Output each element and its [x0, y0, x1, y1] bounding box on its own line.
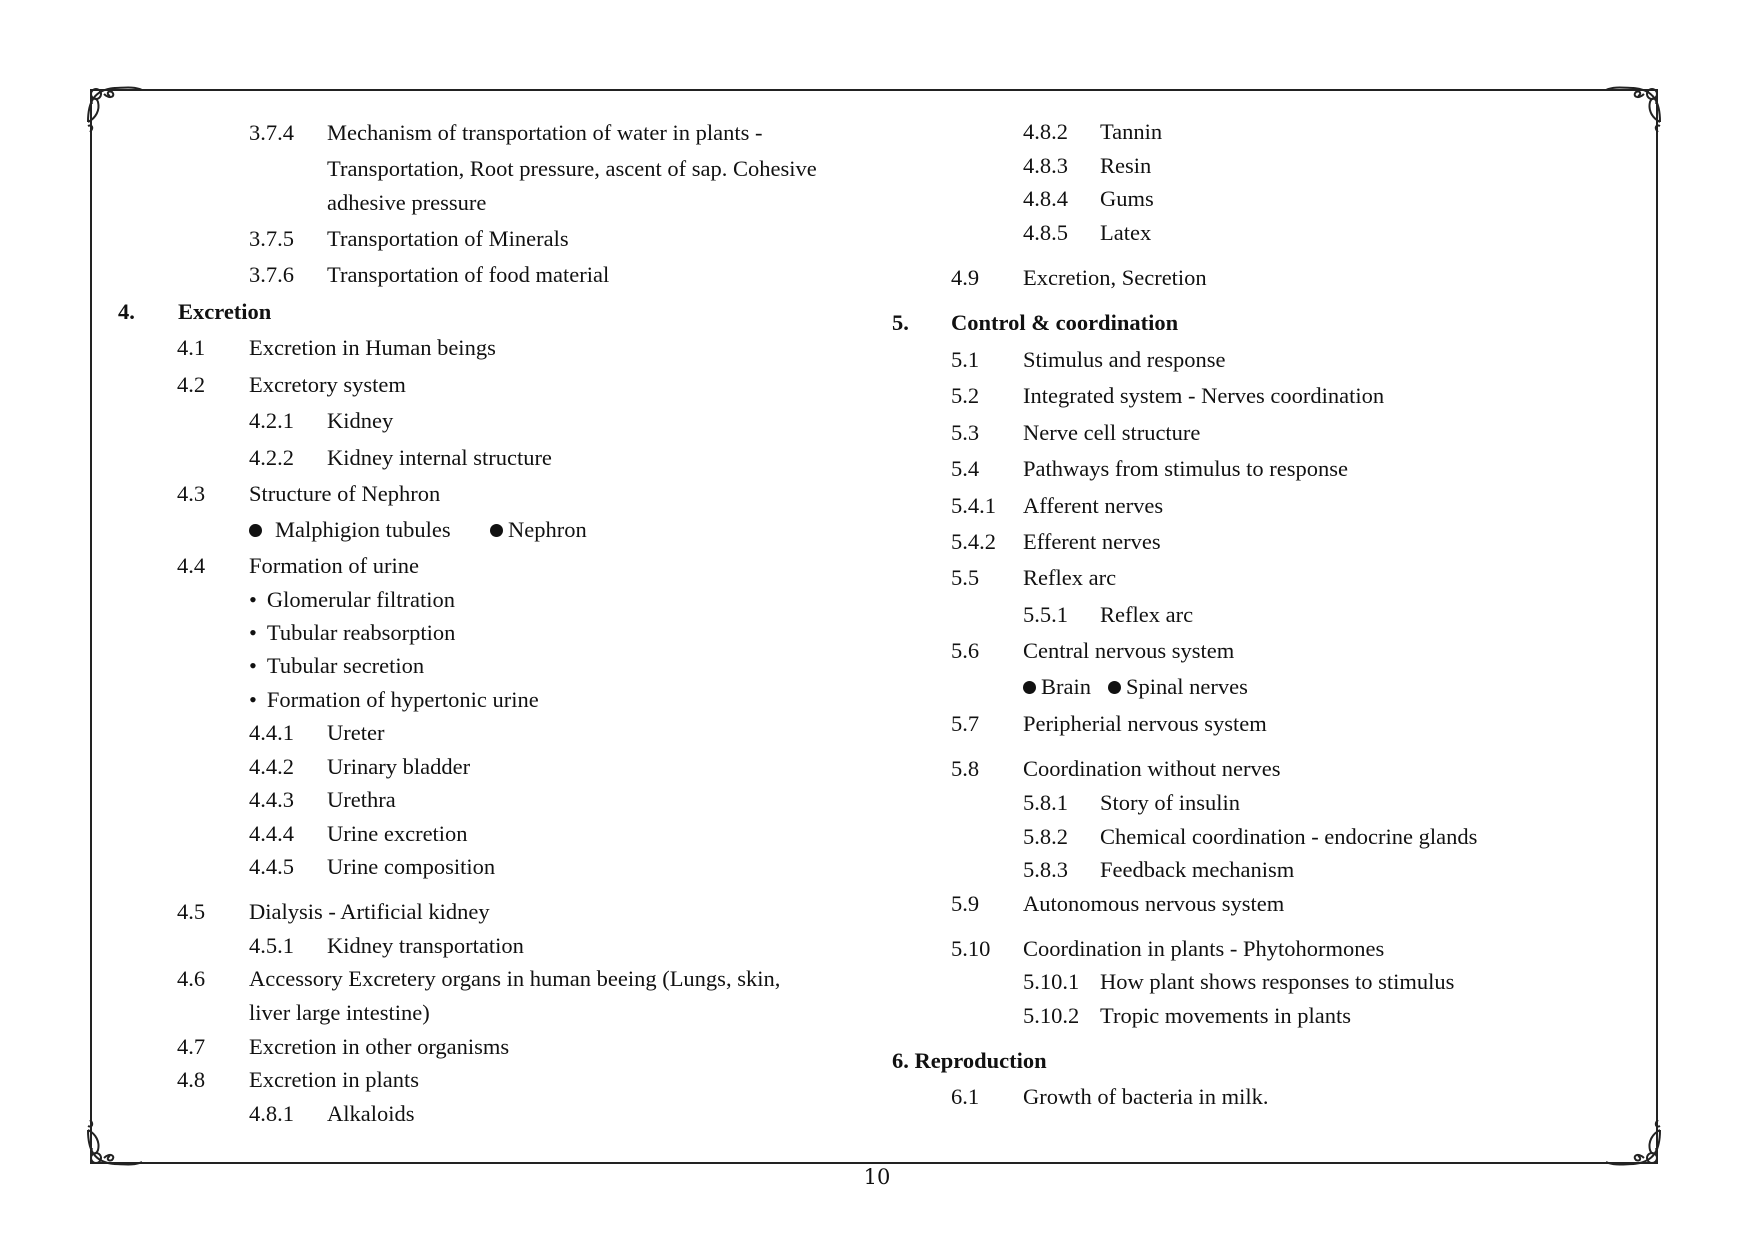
section-number: 4.8 [177, 1067, 206, 1092]
section-number: 5.4 [951, 456, 980, 481]
bullet-dot-icon [1108, 681, 1121, 694]
section-number: 5.8.3 [1023, 857, 1068, 882]
section-title: Excretion in plants [249, 1067, 419, 1092]
section-title: Peripherial nervous system [1023, 711, 1267, 736]
section-number: 4.8.1 [249, 1101, 294, 1126]
bullet-icon: • [249, 587, 257, 612]
section-number: 4.4.2 [249, 754, 294, 779]
section-title: Integrated system - Nerves coordination [1023, 383, 1385, 408]
section-title: Urinary bladder [327, 754, 471, 779]
section-title: Excretion in Human beings [249, 335, 496, 360]
corner-ornament-bottom-right [1604, 1110, 1664, 1170]
chapter-number: 5. [892, 310, 909, 335]
section-title-continued: adhesive pressure [327, 190, 487, 215]
section-number: 4.4.1 [249, 720, 294, 745]
section-title: Transportation of food material [327, 262, 610, 287]
bullet-item: Nephron [490, 519, 587, 542]
chapter-title: Excretion [178, 299, 272, 324]
section-title: Tannin [1100, 119, 1163, 144]
section-title: Accessory Excretery organs in human beeing (Lungs, skin, [249, 966, 781, 991]
bullet-icon: • [249, 687, 257, 712]
section-number: 4.4.3 [249, 787, 294, 812]
bullet-item: Brain [1023, 676, 1091, 699]
section-title: Coordination without nerves [1023, 756, 1281, 781]
chapter-title: 6. Reproduction [892, 1048, 1047, 1073]
section-number: 5.10 [951, 936, 991, 961]
section-title: Kidney transportation [327, 933, 524, 958]
bullet-item: • Glomerular filtration [249, 587, 455, 612]
section-title: Gums [1100, 186, 1154, 211]
bullet-icon: • [249, 653, 257, 678]
section-number: 5.4.1 [951, 493, 996, 518]
section-number: 5.9 [951, 891, 980, 916]
section-title: Kidney [327, 408, 394, 433]
section-number: 3.7.5 [249, 226, 294, 251]
section-title: Tropic movements in plants [1100, 1003, 1352, 1028]
section-number: 5.10.1 [1023, 969, 1080, 994]
section-number: 5.10.2 [1023, 1003, 1080, 1028]
section-title-continued: liver large intestine) [249, 1000, 430, 1025]
section-number: 4.5.1 [249, 933, 294, 958]
section-title: Structure of Nephron [249, 481, 441, 506]
section-number: 5.8.1 [1023, 790, 1068, 815]
section-number: 5.2 [951, 383, 980, 408]
section-number: 3.7.4 [249, 120, 294, 145]
section-number: 5.4.2 [951, 529, 996, 554]
chapter-title: Control & coordination [951, 310, 1179, 335]
section-title: Dialysis - Artificial kidney [249, 899, 490, 924]
bullet-item: • Tubular secretion [249, 653, 425, 678]
bullet-dot-icon [249, 524, 262, 537]
bullet-item: • Formation of hypertonic urine [249, 687, 539, 712]
section-title: Growth of bacteria in milk. [1023, 1084, 1269, 1109]
section-number: 5.3 [951, 420, 980, 445]
section-number: 5.1 [951, 347, 980, 372]
section-number: 5.5.1 [1023, 602, 1068, 627]
section-title: Reflex arc [1100, 602, 1194, 627]
section-title: Urine excretion [327, 821, 468, 846]
section-number: 5.8 [951, 756, 980, 781]
section-title: Ureter [327, 720, 385, 745]
bullet-dot-icon [1023, 681, 1036, 694]
section-title: Excretion, Secretion [1023, 265, 1207, 290]
section-title: Stimulus and response [1023, 347, 1226, 372]
corner-ornament-top-right [1604, 82, 1664, 142]
section-number: 4.4.4 [249, 821, 294, 846]
section-number: 4.4 [177, 553, 206, 578]
section-title: Coordination in plants - Phytohormones [1023, 936, 1385, 961]
section-title: Excretory system [249, 372, 406, 397]
bullet-item: Malphigion tubules [249, 519, 451, 542]
section-number: 3.7.6 [249, 262, 294, 287]
section-number: 4.8.5 [1023, 220, 1068, 245]
section-title: Pathways from stimulus to response [1023, 456, 1348, 481]
page-number: 10 [863, 1165, 891, 1189]
section-number: 4.8.2 [1023, 119, 1068, 144]
section-title: Excretion in other organisms [249, 1034, 510, 1059]
corner-ornament-bottom-left [84, 1110, 144, 1170]
section-title: Nerve cell structure [1023, 420, 1201, 445]
section-title: Kidney internal structure [327, 445, 552, 470]
section-number: 4.1 [177, 335, 206, 360]
section-title: Formation of urine [249, 553, 419, 578]
section-title: Reflex arc [1023, 565, 1117, 590]
section-number: 4.2.2 [249, 445, 294, 470]
section-number: 4.2.1 [249, 408, 294, 433]
section-title: Afferent nerves [1023, 493, 1164, 518]
section-title-continued: Transportation, Root pressure, ascent of sap. Cohesive [327, 156, 817, 181]
section-number: 4.8.4 [1023, 186, 1068, 211]
section-title: Efferent nerves [1023, 529, 1161, 554]
section-title: Urine composition [327, 854, 496, 879]
section-title: Chemical coordination - endocrine glands [1100, 824, 1478, 849]
section-number: 6.1 [951, 1084, 980, 1109]
section-number: 5.5 [951, 565, 980, 590]
section-title: Latex [1100, 220, 1152, 245]
section-title: Autonomous nervous system [1023, 891, 1285, 916]
bullet-item: • Tubular reabsorption [249, 620, 456, 645]
section-title: Feedback mechanism [1100, 857, 1295, 882]
section-number: 4.2 [177, 372, 206, 397]
bullet-dot-icon [490, 524, 503, 537]
section-title: Mechanism of transportation of water in plants - [327, 120, 763, 145]
section-number: 4.8.3 [1023, 153, 1068, 178]
section-title: Story of insulin [1100, 790, 1241, 815]
section-number: 5.8.2 [1023, 824, 1068, 849]
section-title: Central nervous system [1023, 638, 1235, 663]
section-number: 4.7 [177, 1034, 206, 1059]
section-title: Resin [1100, 153, 1152, 178]
section-number: 4.6 [177, 966, 206, 991]
section-number: 5.7 [951, 711, 980, 736]
section-number: 4.5 [177, 899, 206, 924]
section-title: Alkaloids [327, 1101, 415, 1126]
corner-ornament-top-left [84, 82, 144, 142]
bullet-icon: • [249, 620, 257, 645]
section-number: 4.4.5 [249, 854, 294, 879]
chapter-number: 4. [118, 299, 135, 324]
section-number: 4.9 [951, 265, 980, 290]
section-number: 5.6 [951, 638, 980, 663]
section-title: How plant shows responses to stimulus [1100, 969, 1455, 994]
section-title: Transportation of Minerals [327, 226, 569, 251]
section-title: Urethra [327, 787, 396, 812]
section-number: 4.3 [177, 481, 206, 506]
bullet-item: Spinal nerves [1108, 676, 1248, 699]
